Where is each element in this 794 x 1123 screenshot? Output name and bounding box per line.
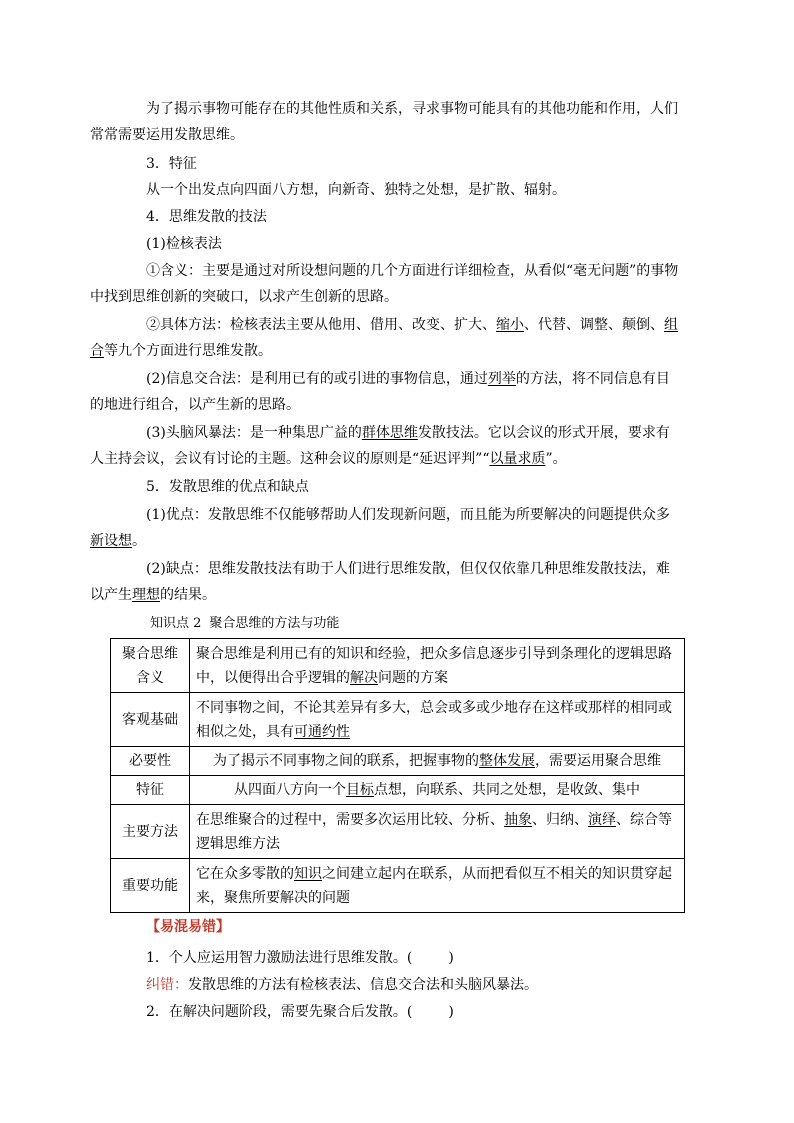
mistake-correction: [146, 975, 538, 995]
advantage-text-2: 。: [132, 533, 146, 549]
question-2-paren: ): [448, 1004, 454, 1020]
method-underline-2b: 合: [90, 343, 104, 359]
cell-text: 它在众多零散的: [196, 865, 294, 882]
cell-underline: 可通约性: [294, 723, 350, 740]
cell-text: 、归纳、: [532, 811, 588, 828]
info-text-2: 的方法，将不同信息有目: [515, 371, 670, 387]
cell-underline: 抽象: [504, 811, 532, 828]
caption-label: 知识点 2: [150, 616, 202, 631]
method-text-3: 等九个方面进行思维发散。: [104, 343, 272, 359]
table-header-cell: 必要性: [111, 747, 190, 776]
info-text-3: 的地进行组合，以产生新的思路。: [90, 397, 300, 413]
knowledge-point-caption: [150, 614, 339, 634]
section-3-heading: 3．特征: [146, 156, 197, 172]
cell-text: 相似之处，具有: [196, 723, 294, 740]
disadvantage-text-1: (2)缺点：思维发散技法有助于人们进行思维发散，但仅仅依靠几种思维发散技法，难: [146, 561, 670, 577]
cell-underline: 解决: [350, 669, 378, 686]
table-header-cell: 主要方法: [111, 805, 190, 859]
advantage-text-1: (1)优点：发散思维不仅能够帮助人们发现新问题，而且能为所要解决的问题提供众多: [146, 507, 670, 523]
cell-text: 问题的方案: [378, 669, 448, 686]
convergent-thinking-table: [110, 638, 685, 913]
section-4-heading: 4．思维发散的技法: [146, 209, 267, 225]
cell-text: 之间建立起内在联系，从而把看似互不相关的知识贯穿起: [322, 865, 672, 882]
section-3-text: 从一个出发点向四面八方想，向新奇、独特之处想，是扩散、辐射。: [146, 182, 566, 198]
section-4-sub-1: (1)检核表法: [146, 236, 222, 252]
intro-paragraph: [90, 96, 680, 148]
cell-text: 为了揭示不同事物之间的联系，把握事物的: [213, 753, 479, 769]
info-underline: 列举: [487, 371, 516, 387]
table-header-cell: 客观基础: [111, 693, 190, 747]
brainstorm-text-4: ”。: [545, 451, 567, 467]
cell-underline: 知识: [294, 865, 322, 882]
cell-underline: 整体发展: [479, 753, 535, 769]
disadvantage-text-3: 的结果。: [160, 587, 216, 603]
section-5-heading: 5．发散思维的优点和缺点: [146, 479, 309, 495]
cell-text: 来，聚焦所要解决的问题: [196, 889, 350, 906]
brainstorm-text-1: (3)头脑风暴法：是一种集思广益的: [146, 425, 362, 441]
info-crossing-method: [90, 366, 680, 418]
brainstorm-method: [90, 420, 680, 472]
cell-text: 在思维聚合的过程中，需要多次运用比较、分析、: [196, 811, 504, 828]
disadvantage-paragraph: [90, 556, 680, 608]
question-1-paren: ): [448, 950, 454, 966]
table-content-cell: [190, 805, 685, 859]
table-content-cell: [190, 693, 685, 747]
correction-text: 发散思维的方法有检核表法、信息交合法和头脑风暴法。: [188, 977, 538, 993]
table-content-cell: [190, 859, 685, 913]
mistakes-title: 【易混易错】: [146, 919, 230, 935]
disadvantage-text-2: 以产生: [90, 587, 132, 603]
cell-text: 从四面八方向一个: [234, 782, 346, 798]
method-underline-2a: 组: [664, 317, 678, 333]
question-2-text: 2．在解决问题阶段，需要先聚合后发散。(: [146, 1004, 413, 1020]
table-row: [111, 859, 685, 913]
advantage-paragraph: [90, 502, 680, 554]
header-text: 聚合思维: [122, 645, 178, 662]
intro-line-2: 常常需要运用发散思维。: [90, 127, 244, 143]
table-header-cell: 特征: [111, 776, 190, 805]
cell-text: 聚合思维是利用已有的知识和经验，把众多信息逐步引导到条理化的逻辑思路: [196, 645, 672, 662]
cell-text: 、综合等: [616, 811, 672, 828]
method-text-1: ②具体方法：检核表法主要从他用、借用、改变、扩大、: [146, 317, 496, 333]
cell-text: 中，以便得出合乎逻辑的: [196, 669, 350, 686]
definition-line-1: ①含义：主要是通过对所设想问题的几个方面进行详细检查，从看似“毫无问题”的事物: [146, 263, 679, 279]
brainstorm-underline-1: 群体思维: [361, 425, 418, 441]
header-text: 含义: [136, 669, 164, 686]
intro-line-1: 为了揭示事物可能存在的其他性质和关系，寻求事物可能具有的其他功能和作用，人们: [146, 101, 678, 117]
cell-text: 点想，向联系、共同之处想，是收敛、集中: [374, 782, 640, 798]
cell-text: 逻辑思维方法: [196, 835, 280, 852]
mistake-question-2: [146, 1002, 454, 1022]
table-header-cell: 重要功能: [111, 859, 190, 913]
table-content-cell: [190, 776, 685, 805]
table-row: [111, 693, 685, 747]
advantage-underline: 新设想: [90, 533, 132, 549]
mistake-question-1: [146, 948, 454, 968]
disadvantage-underline: 理想: [132, 587, 160, 603]
method-underline-1: 缩小: [496, 317, 524, 333]
question-1-text: 1．个人应运用智力激励法进行思维发散。(: [146, 950, 413, 966]
brainstorm-text-3: 人主持会议，会议有讨论的主题。这种会议的原则是“延迟评判”“: [90, 451, 490, 467]
cell-text: 不同事物之间，不论其差异有多大，总会或多或少地存在这样或那样的相同或: [196, 699, 672, 716]
cell-text: ，需要运用聚合思维: [535, 753, 661, 769]
brainstorm-text-2: 发散技法。它以会议的形式开展，要求有: [417, 425, 670, 441]
table-row: [111, 639, 685, 693]
cell-underline: 演绎: [588, 811, 616, 828]
table-row: [111, 776, 685, 805]
table-row: [111, 805, 685, 859]
table-content-cell: [190, 747, 685, 776]
info-text-1: (2)信息交合法：是利用已有的或引进的事物信息，通过: [146, 371, 488, 387]
cell-underline: 目标: [346, 782, 374, 798]
table-content-cell: [190, 639, 685, 693]
definition-line-2: 中找到思维创新的突破口，以求产生创新的思路。: [90, 289, 398, 305]
checklist-definition: [90, 258, 680, 310]
caption-title: 聚合思维的方法与功能: [209, 616, 340, 631]
checklist-method: [90, 312, 680, 364]
correction-label: 纠错：: [146, 977, 188, 993]
table-row: [111, 747, 685, 776]
table-header-cell: [111, 639, 190, 693]
brainstorm-underline-2: 以量求质: [489, 451, 546, 467]
method-text-2: 、代替、调整、颠倒、: [524, 317, 664, 333]
